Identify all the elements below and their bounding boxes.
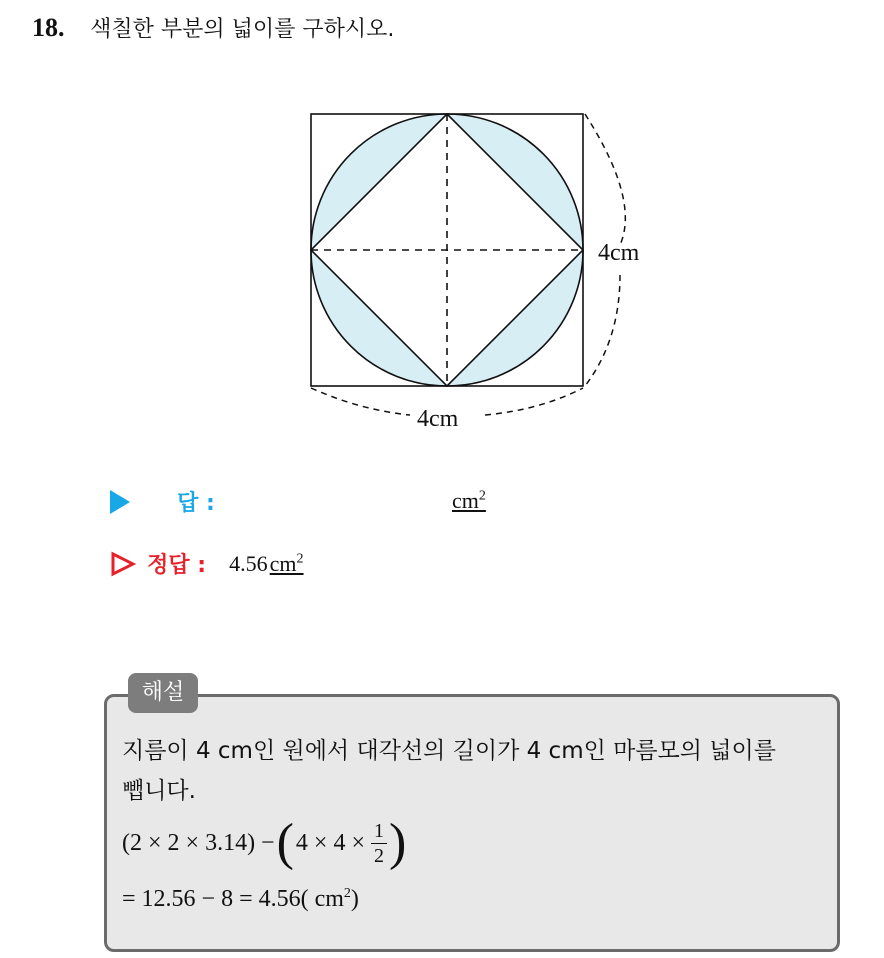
explanation-line-2: 뺍니다. xyxy=(122,778,196,804)
right-dimension-arc-bottom xyxy=(585,275,620,386)
correct-answer-unit xyxy=(270,551,304,576)
correct-unit-exponent: 2 xyxy=(296,551,304,567)
right-dimension-label: 4cm xyxy=(598,240,640,266)
fraction-denominator: 2 xyxy=(374,844,384,867)
question-text: 색칠한 부분의 넓이를 구하시오. xyxy=(90,17,395,42)
answer-unit-text: cm xyxy=(452,488,479,513)
explanation-line-1: 지름이 4 cm인 원에서 대각선의 길이가 4 cm인 마름모의 넓이를 xyxy=(122,738,776,764)
answer-label: 답 : xyxy=(177,491,215,516)
expr2-text: = 12.56 − 8 = 4.56( cm xyxy=(122,886,344,912)
bottom-dimension-label: 4cm xyxy=(417,406,459,432)
question-header xyxy=(32,12,394,43)
geometry-figure xyxy=(290,100,690,440)
answer-unit[interactable] xyxy=(452,488,486,514)
big-close-paren: ) xyxy=(389,814,407,871)
explanation-expression-1 xyxy=(122,812,408,874)
correct-answer-value: 4.56 xyxy=(229,550,268,576)
big-open-paren: ( xyxy=(276,814,294,871)
fraction-one-half xyxy=(371,819,387,868)
answer-unit-exponent: 2 xyxy=(478,488,486,504)
correct-answer-row xyxy=(110,548,304,579)
fraction-numerator: 1 xyxy=(371,819,387,844)
correct-unit-text: cm xyxy=(269,550,297,576)
question-number: 18. xyxy=(32,13,65,42)
bottom-dimension-arc-left xyxy=(311,388,410,415)
bottom-dimension-arc-right xyxy=(485,388,583,415)
expr1-inner: 4 × 4 × xyxy=(295,829,365,856)
play-triangle-icon xyxy=(110,490,130,514)
right-dimension-arc-top xyxy=(585,114,625,245)
explanation-tab: 해설 xyxy=(128,673,198,713)
expr2-close: ) xyxy=(350,886,359,912)
correct-answer-label: 정답 : xyxy=(147,553,207,578)
expr1-left: (2 × 2 × 3.14) − xyxy=(122,829,275,856)
expr2-exponent: 2 xyxy=(343,886,351,901)
explanation-expression-2 xyxy=(122,886,359,913)
outline-triangle-icon xyxy=(110,551,136,577)
answer-row xyxy=(110,486,530,516)
